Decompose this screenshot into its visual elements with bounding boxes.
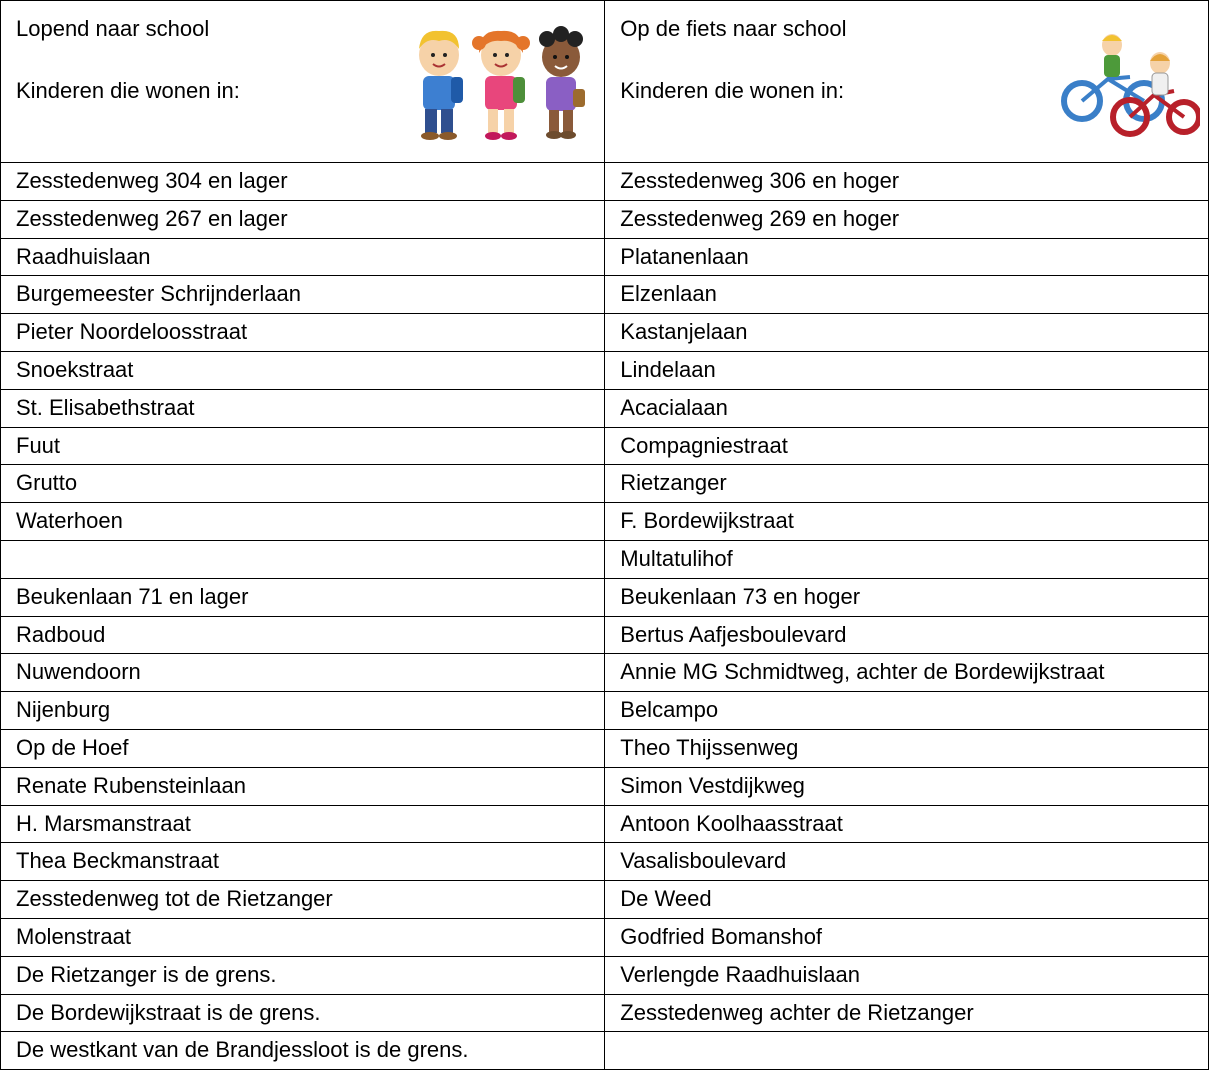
cycling-children-illustration [1060, 29, 1200, 139]
walking-children-illustration [407, 19, 593, 151]
cycling-street-cell: Lindelaan [605, 351, 1209, 389]
cycling-title: Op de fiets naar school [620, 16, 847, 41]
table-header-row [1, 1, 1209, 163]
cycling-street-cell: Beukenlaan 73 en hoger [605, 578, 1209, 616]
table-row [1, 767, 1209, 805]
cycling-street-cell: Theo Thijssenweg [605, 729, 1209, 767]
cycling-street-cell: Zesstedenweg 306 en hoger [605, 163, 1209, 201]
walking-street-cell: Snoekstraat [1, 351, 605, 389]
walking-street-cell: Zesstedenweg 304 en lager [1, 163, 605, 201]
table-row [1, 616, 1209, 654]
cycling-street-cell: Bertus Aafjesboulevard [605, 616, 1209, 654]
walking-street-cell: Fuut [1, 427, 605, 465]
walking-subtitle: Kinderen die wonen in: [16, 78, 240, 103]
cycling-street-cell: F. Bordewijkstraat [605, 503, 1209, 541]
table-row [1, 805, 1209, 843]
walking-street-cell: De westkant van de Brandjessloot is de grens. [1, 1032, 605, 1070]
table-row [1, 956, 1209, 994]
table-row [1, 314, 1209, 352]
walking-title: Lopend naar school [16, 16, 210, 41]
table-row [1, 427, 1209, 465]
table-row [1, 238, 1209, 276]
cycling-street-cell: Rietzanger [605, 465, 1209, 503]
walking-street-cell: Renate Rubensteinlaan [1, 767, 605, 805]
cycling-street-cell: Acacialaan [605, 389, 1209, 427]
cycling-street-cell: Vasalisboulevard [605, 843, 1209, 881]
table-row [1, 389, 1209, 427]
walking-street-cell: Nijenburg [1, 692, 605, 730]
table-row [1, 654, 1209, 692]
walking-street-cell: Grutto [1, 465, 605, 503]
table-row [1, 918, 1209, 956]
walking-street-cell [1, 540, 605, 578]
cycling-street-cell: Belcampo [605, 692, 1209, 730]
cycling-street-cell: Compagniestraat [605, 427, 1209, 465]
cycling-street-cell: De Weed [605, 881, 1209, 919]
cycling-street-cell: Annie MG Schmidtweg, achter de Bordewijkstraat [605, 654, 1209, 692]
table-row [1, 465, 1209, 503]
table-row [1, 503, 1209, 541]
table-row [1, 729, 1209, 767]
walking-street-cell: Pieter Noordeloosstraat [1, 314, 605, 352]
cycling-street-cell: Platanenlaan [605, 238, 1209, 276]
cycling-street-cell: Godfried Bomanshof [605, 918, 1209, 956]
table-row [1, 276, 1209, 314]
cycling-header-cell [605, 1, 1209, 163]
walking-street-cell: Raadhuislaan [1, 238, 605, 276]
cycling-street-cell: Kastanjelaan [605, 314, 1209, 352]
walking-street-cell: Nuwendoorn [1, 654, 605, 692]
walking-street-cell: St. Elisabethstraat [1, 389, 605, 427]
cycling-street-cell: Antoon Koolhaasstraat [605, 805, 1209, 843]
table-row [1, 163, 1209, 201]
table-row [1, 578, 1209, 616]
cycling-street-cell [605, 1032, 1209, 1070]
table-row [1, 843, 1209, 881]
walking-street-cell: Molenstraat [1, 918, 605, 956]
table-row [1, 200, 1209, 238]
walking-street-cell: Beukenlaan 71 en lager [1, 578, 605, 616]
cycling-street-cell: Verlengde Raadhuislaan [605, 956, 1209, 994]
walking-street-cell: Burgemeester Schrijnderlaan [1, 276, 605, 314]
cycling-street-cell: Zesstedenweg achter de Rietzanger [605, 994, 1209, 1032]
walking-street-cell: De Bordewijkstraat is de grens. [1, 994, 605, 1032]
cycling-subtitle: Kinderen die wonen in: [620, 78, 845, 103]
walking-street-cell: Op de Hoef [1, 729, 605, 767]
table-row [1, 692, 1209, 730]
walking-street-cell: Zesstedenweg 267 en lager [1, 200, 605, 238]
walking-header-cell [1, 1, 605, 163]
walking-street-cell: H. Marsmanstraat [1, 805, 605, 843]
table-row [1, 540, 1209, 578]
walking-street-cell: Radboud [1, 616, 605, 654]
walking-street-cell: Zesstedenweg tot de Rietzanger [1, 881, 605, 919]
walking-street-cell: Waterhoen [1, 503, 605, 541]
walking-street-cell: Thea Beckmanstraat [1, 843, 605, 881]
table-row [1, 351, 1209, 389]
cycling-street-cell: Simon Vestdijkweg [605, 767, 1209, 805]
table-row [1, 994, 1209, 1032]
cycling-street-cell: Multatulihof [605, 540, 1209, 578]
table-row [1, 881, 1209, 919]
cycling-street-cell: Zesstedenweg 269 en hoger [605, 200, 1209, 238]
table-row [1, 1032, 1209, 1070]
walking-street-cell: De Rietzanger is de grens. [1, 956, 605, 994]
cycling-street-cell: Elzenlaan [605, 276, 1209, 314]
